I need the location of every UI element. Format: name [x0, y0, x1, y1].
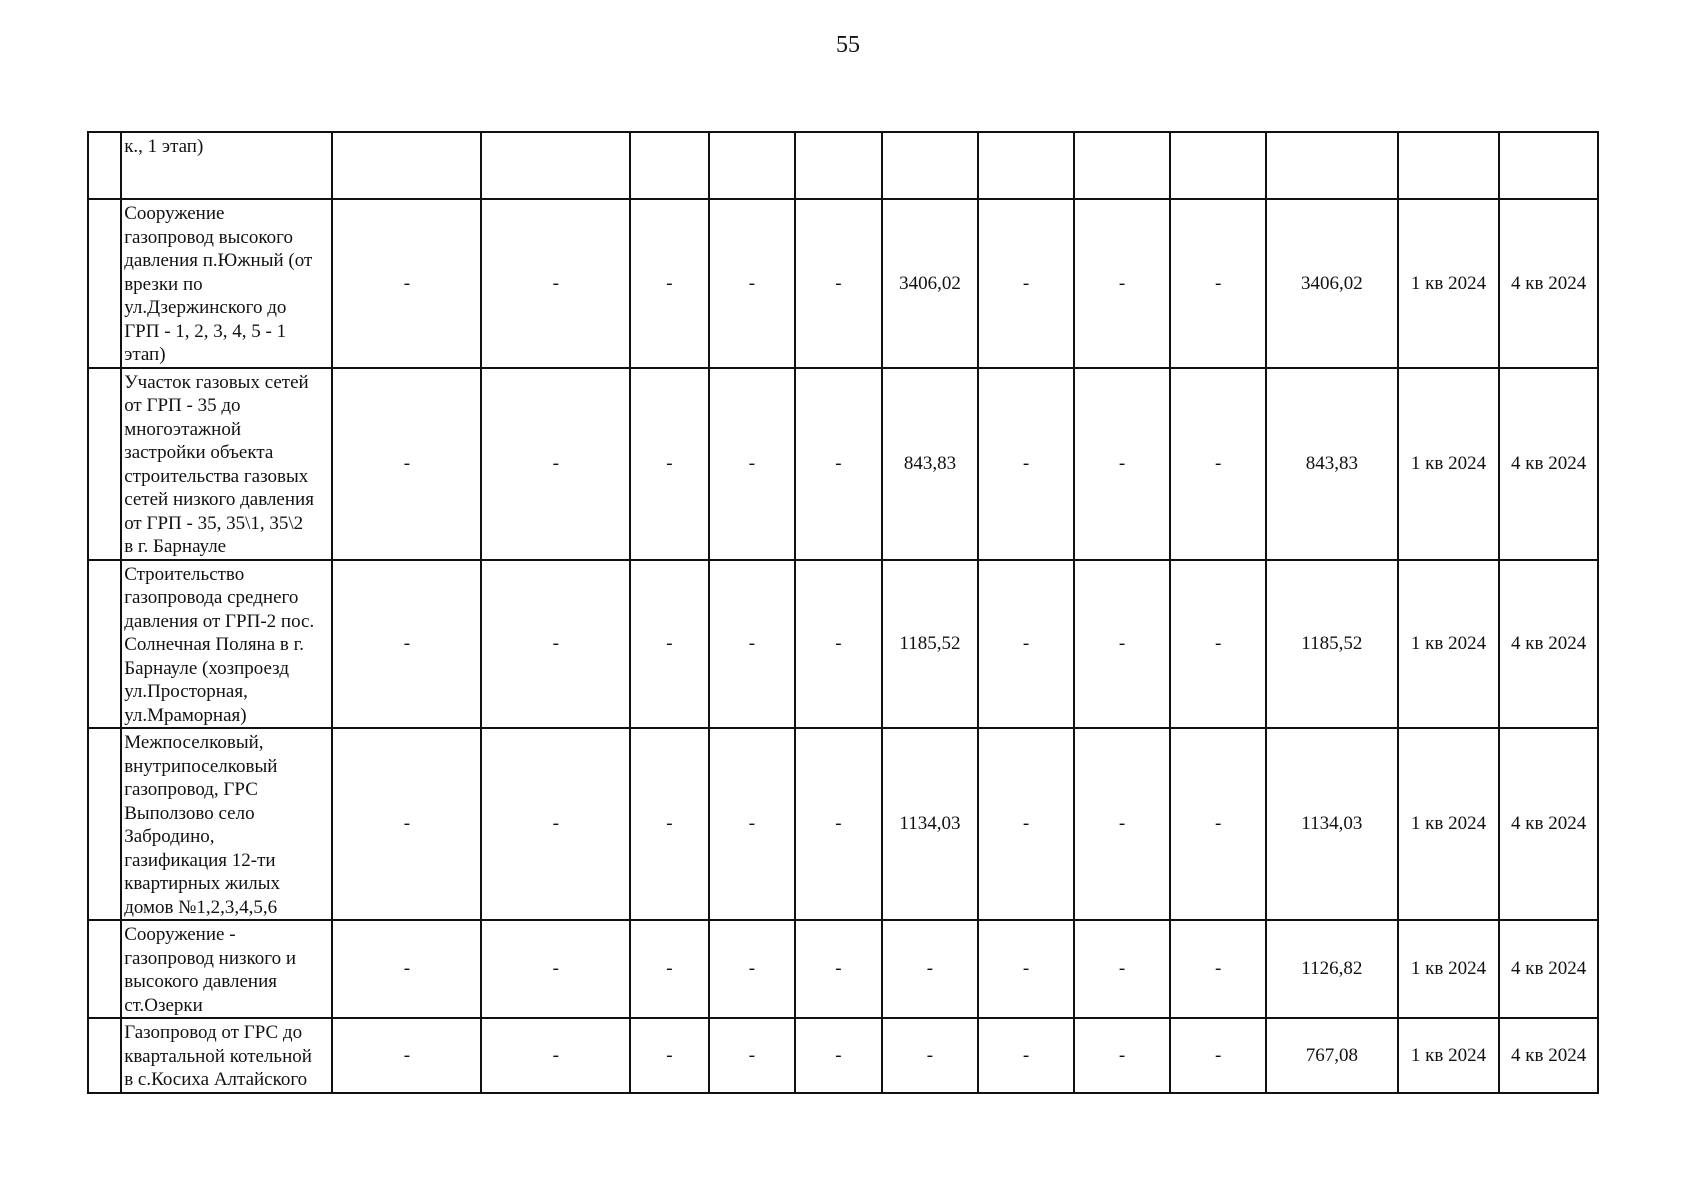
- value-cell: -: [709, 728, 796, 920]
- table-row: [88, 920, 1598, 1018]
- value-cell: [1170, 132, 1266, 199]
- value-cell: 767,08: [1266, 1018, 1398, 1093]
- value-cell: -: [795, 728, 882, 920]
- value-cell: [630, 132, 708, 199]
- value-cell: -: [978, 1018, 1074, 1093]
- object-name-text: Сооружение - газопровод низкого и высокого давления ст.Озерки: [124, 924, 297, 1016]
- value-cell: 1185,52: [882, 560, 979, 729]
- value-cell: [882, 132, 979, 199]
- value-cell: -: [1074, 199, 1171, 368]
- object-name-cell: [121, 132, 332, 199]
- object-name-cell: [121, 368, 332, 560]
- value-cell: [795, 132, 882, 199]
- value-cell: -: [630, 1018, 708, 1093]
- value-cell: 3406,02: [1266, 199, 1398, 368]
- object-name-text: Участок газовых сетей от ГРП - 35 до многоэтажной застройки объекта строительства газовых сетей низкого давления от ГРП - 35, 35\1, 35\2 в г. Барнауле: [124, 371, 314, 557]
- value-cell: 843,83: [882, 368, 979, 560]
- object-name-cell: [121, 560, 332, 729]
- object-name-cell: [121, 199, 332, 368]
- row-number-cell: [88, 132, 121, 199]
- value-cell: -: [481, 368, 630, 560]
- value-cell: -: [882, 1018, 979, 1093]
- value-cell: -: [882, 920, 979, 1018]
- value-cell: 1 кв 2024: [1398, 728, 1500, 920]
- value-cell: -: [332, 920, 481, 1018]
- value-cell: [978, 132, 1074, 199]
- object-name-text: Газопровод от ГРС до квартальной котельной в с.Косиха Алтайского: [124, 1022, 312, 1090]
- value-cell: -: [978, 560, 1074, 729]
- value-cell: -: [630, 368, 708, 560]
- value-cell: -: [978, 728, 1074, 920]
- value-cell: -: [481, 728, 630, 920]
- row-number-cell: [88, 728, 121, 920]
- value-cell: -: [630, 199, 708, 368]
- value-cell: [1266, 132, 1398, 199]
- value-cell: 843,83: [1266, 368, 1398, 560]
- table-row: [88, 560, 1598, 729]
- value-cell: -: [1074, 728, 1171, 920]
- value-cell: -: [1170, 199, 1266, 368]
- value-cell: -: [481, 560, 630, 729]
- value-cell: -: [709, 368, 796, 560]
- row-number-cell: [88, 560, 121, 729]
- value-cell: -: [709, 560, 796, 729]
- value-cell: [1499, 132, 1598, 199]
- value-cell: -: [481, 199, 630, 368]
- value-cell: -: [1170, 368, 1266, 560]
- page-number: 55: [836, 32, 860, 58]
- value-cell: -: [332, 728, 481, 920]
- value-cell: 1126,82: [1266, 920, 1398, 1018]
- value-cell: -: [481, 920, 630, 1018]
- value-cell: -: [1170, 560, 1266, 729]
- value-cell: -: [630, 920, 708, 1018]
- data-table: [87, 131, 1599, 1094]
- value-cell: -: [795, 199, 882, 368]
- table-row: [88, 728, 1598, 920]
- value-cell: 4 кв 2024: [1499, 199, 1598, 368]
- value-cell: [332, 132, 481, 199]
- value-cell: [1074, 132, 1171, 199]
- value-cell: -: [978, 368, 1074, 560]
- value-cell: -: [795, 920, 882, 1018]
- value-cell: 4 кв 2024: [1499, 1018, 1598, 1093]
- value-cell: 4 кв 2024: [1499, 560, 1598, 729]
- value-cell: -: [332, 560, 481, 729]
- value-cell: -: [332, 199, 481, 368]
- object-name-cell: [121, 920, 332, 1018]
- table-row: [88, 199, 1598, 368]
- value-cell: -: [795, 1018, 882, 1093]
- table-row: [88, 1018, 1598, 1093]
- value-cell: -: [1170, 1018, 1266, 1093]
- value-cell: 4 кв 2024: [1499, 920, 1598, 1018]
- value-cell: 1 кв 2024: [1398, 920, 1500, 1018]
- value-cell: -: [795, 560, 882, 729]
- value-cell: 1 кв 2024: [1398, 1018, 1500, 1093]
- object-name-text: Строительство газопровода среднего давления от ГРП-2 пос. Солнечная Поляна в г. Барнауле (хозпроезд ул.Просторная, ул.Мраморная): [124, 563, 315, 726]
- value-cell: -: [332, 368, 481, 560]
- value-cell: 1185,52: [1266, 560, 1398, 729]
- value-cell: -: [630, 560, 708, 729]
- object-name-text: к., 1 этап): [124, 136, 204, 157]
- table-row: [88, 368, 1598, 560]
- value-cell: -: [332, 1018, 481, 1093]
- value-cell: 4 кв 2024: [1499, 368, 1598, 560]
- row-number-cell: [88, 368, 121, 560]
- value-cell: [481, 132, 630, 199]
- row-number-cell: [88, 1018, 121, 1093]
- value-cell: -: [481, 1018, 630, 1093]
- value-cell: -: [978, 920, 1074, 1018]
- value-cell: -: [709, 199, 796, 368]
- value-cell: -: [1074, 560, 1171, 729]
- value-cell: -: [630, 728, 708, 920]
- value-cell: -: [709, 920, 796, 1018]
- value-cell: 1134,03: [1266, 728, 1398, 920]
- value-cell: 1 кв 2024: [1398, 368, 1500, 560]
- value-cell: 3406,02: [882, 199, 979, 368]
- value-cell: [1398, 132, 1500, 199]
- object-name-cell: [121, 1018, 332, 1093]
- table-row: [88, 132, 1598, 199]
- value-cell: 4 кв 2024: [1499, 728, 1598, 920]
- value-cell: -: [1170, 920, 1266, 1018]
- value-cell: 1 кв 2024: [1398, 199, 1500, 368]
- object-name-text: Сооружение газопровод высокого давления п.Южный (от врезки по ул.Дзержинского до ГРП - 1, 2, 3, 4, 5 - 1 этап): [124, 203, 313, 365]
- value-cell: -: [1074, 368, 1171, 560]
- value-cell: -: [1074, 920, 1171, 1018]
- row-number-cell: [88, 920, 121, 1018]
- value-cell: -: [978, 199, 1074, 368]
- object-name-cell: [121, 728, 332, 920]
- table-body: [88, 132, 1598, 1093]
- value-cell: -: [709, 1018, 796, 1093]
- row-number-cell: [88, 199, 121, 368]
- value-cell: 1134,03: [882, 728, 979, 920]
- value-cell: -: [1170, 728, 1266, 920]
- value-cell: -: [1074, 1018, 1171, 1093]
- value-cell: -: [795, 368, 882, 560]
- object-name-text: Межпоселковый, внутрипоселковый газопровод, ГРС Выползово село Забродино, газификация 12-ти квартирных жилых домов №1,2,3,4,5,6: [124, 732, 281, 918]
- value-cell: 1 кв 2024: [1398, 560, 1500, 729]
- value-cell: [709, 132, 796, 199]
